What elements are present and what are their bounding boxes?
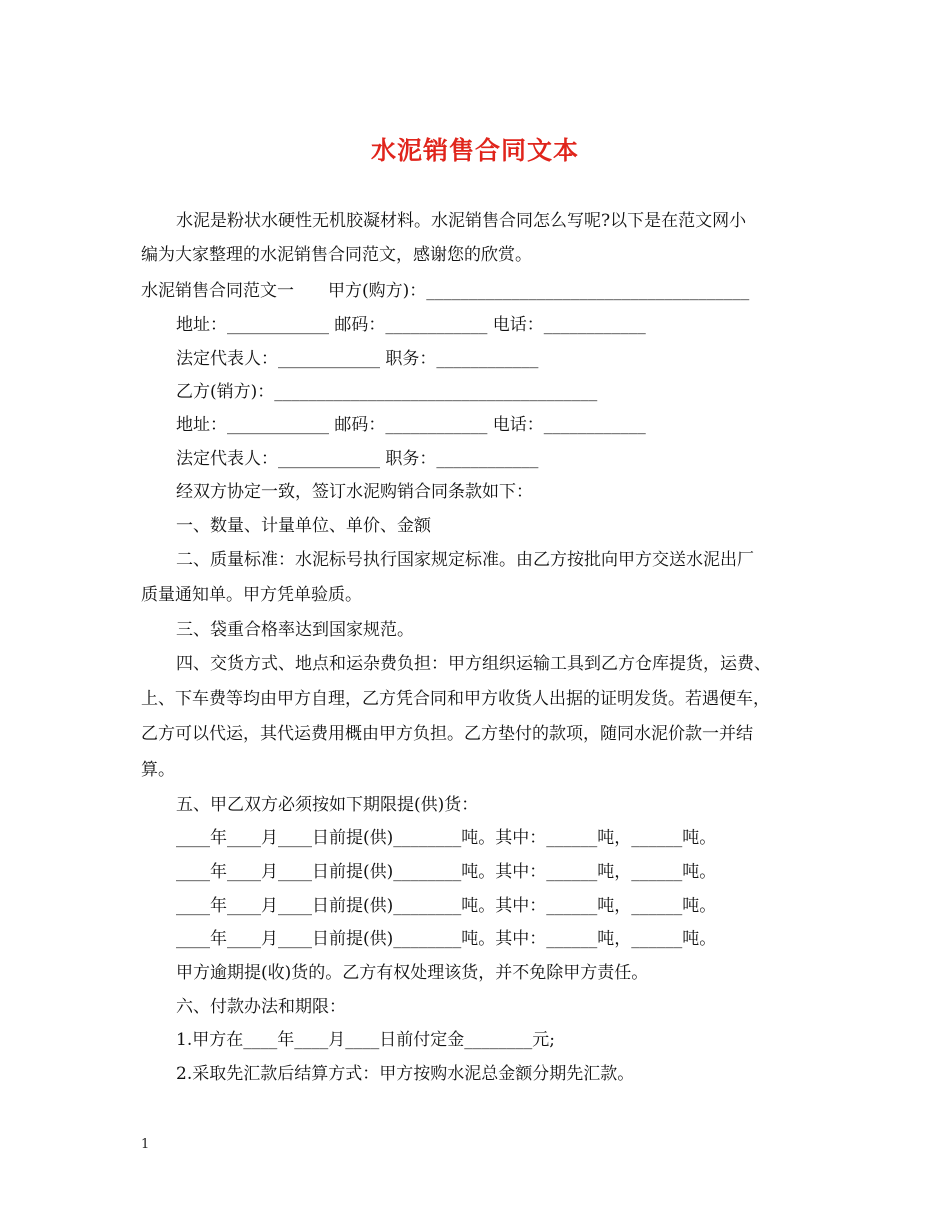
payment-item-1: 1.甲方在____年____月____日前付定金________元;	[176, 1030, 555, 1050]
agreement-line: 经双方协定一致，签订水泥购销合同条款如下：	[176, 482, 533, 502]
clause-4-line-1: 四、交货方式、地点和运杂费负担：甲方组织运输工具到乙方仓库提货，运费、	[176, 654, 771, 674]
clause-3: 三、袋重合格率达到国家规范。	[176, 620, 414, 640]
party-a-address-line: 地址：____________ 邮码：____________ 电话：____________	[176, 315, 646, 335]
clause-4-line-2: 上、下车费等均由甲方自理，乙方凭合同和甲方收货人出据的证明发货。若遇便车，	[141, 689, 770, 709]
payment-item-2: 2.采取先汇款后结算方式：甲方按购水泥总金额分期先汇款。	[176, 1064, 635, 1084]
delivery-schedule-row: ____年____月____日前提(供)________吨。其中：______吨，______吨。	[176, 862, 717, 882]
clause-2-line-2: 质量通知单。甲方凭单验质。	[141, 585, 362, 605]
delivery-schedule-row: ____年____月____日前提(供)________吨。其中：______吨，______吨。	[176, 828, 717, 848]
clause-5: 五、甲乙双方必须按如下期限提(供)货：	[176, 795, 479, 815]
delivery-schedule-row: ____年____月____日前提(供)________吨。其中：______吨，______吨。	[176, 929, 717, 949]
late-pickup-line: 甲方逾期提(收)货的。乙方有权处理该货，并不免除甲方责任。	[176, 963, 649, 983]
clause-6: 六、付款办法和期限：	[176, 997, 346, 1017]
clause-2-line-1: 二、质量标准：水泥标号执行国家规定标准。由乙方按批向甲方交送水泥出厂	[176, 550, 754, 570]
delivery-schedule-row: ____年____月____日前提(供)________吨。其中：______吨，______吨。	[176, 896, 717, 916]
clause-4-line-3: 乙方可以代运，其代运费用概由甲方负担。乙方垫付的款项，随同水泥价款一并结	[141, 724, 753, 744]
clause-4-line-4: 算。	[141, 760, 175, 780]
clause-1: 一、数量、计量单位、单价、金额	[176, 516, 431, 536]
page-number: 1	[141, 1137, 150, 1152]
party-b-representative-line: 法定代表人：____________ 职务：____________	[176, 449, 539, 469]
party-a-representative-line: 法定代表人：____________ 职务：____________	[176, 349, 539, 369]
party-b-line: 乙方(销方)：______________________________________	[176, 382, 598, 402]
party-a-line: 水泥销售合同范文一 甲方(购方)：______________________________________	[141, 281, 750, 301]
document-title: 水泥销售合同文本	[370, 136, 579, 165]
party-b-address-line: 地址：____________ 邮码：____________ 电话：____________	[176, 415, 646, 435]
intro-line-2: 编为大家整理的水泥销售合同范文，感谢您的欣赏。	[141, 245, 532, 265]
intro-line-1: 水泥是粉状水硬性无机胶凝材料。水泥销售合同怎么写呢?以下是在范文网小	[176, 211, 747, 231]
